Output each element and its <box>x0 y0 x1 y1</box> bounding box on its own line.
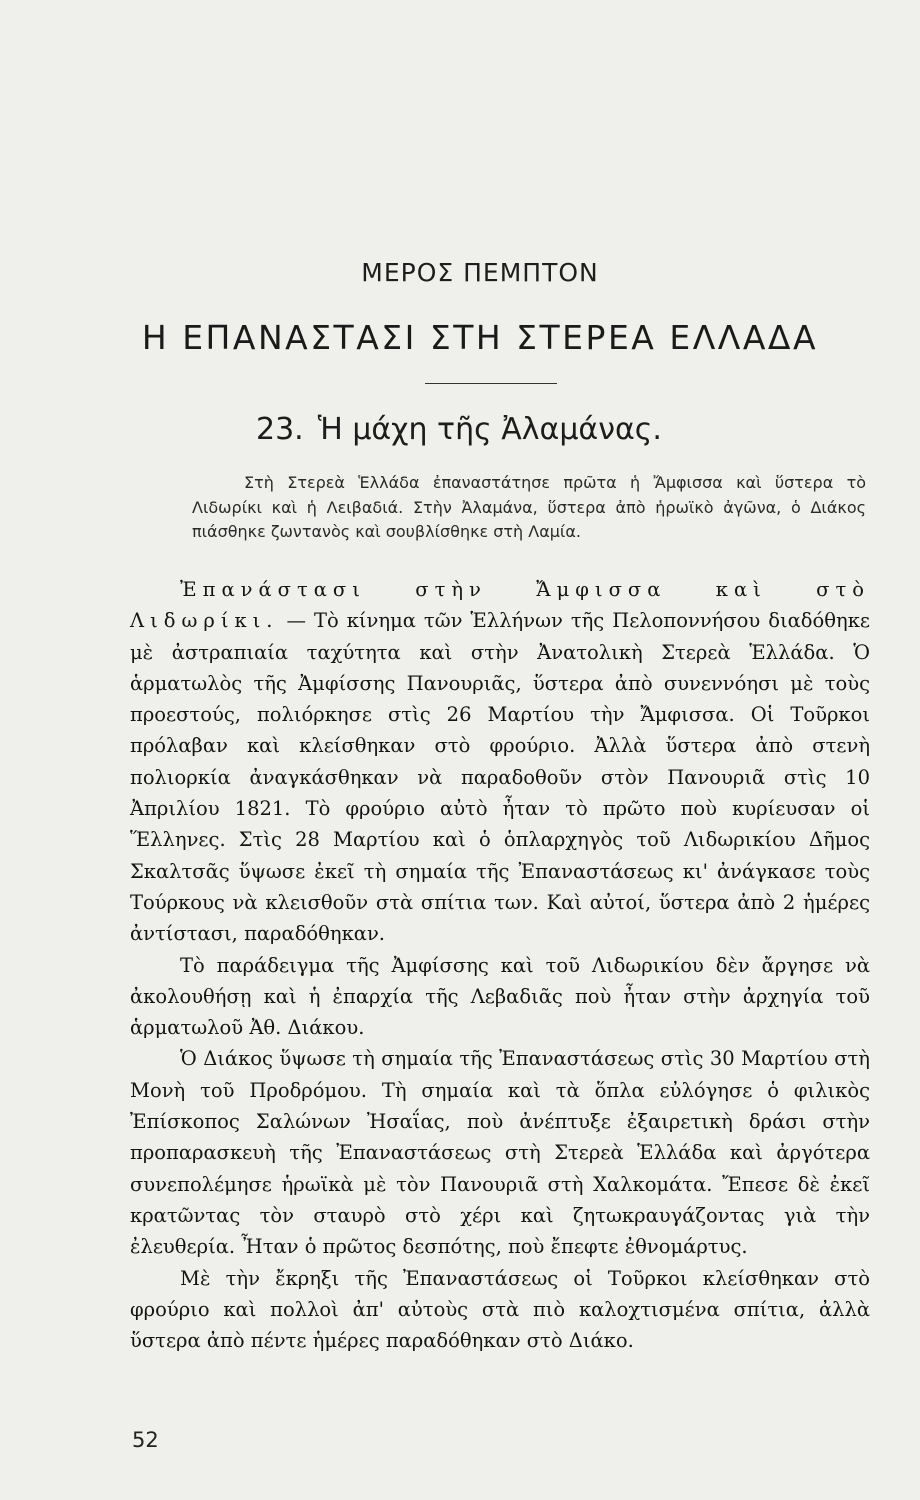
paragraph: Τὸ παράδειγμα τῆς Ἀμφίσσης καὶ τοῦ Λιδωρικίου δὲν ἄργησε νὰ ἀκολουθήσῃ καὶ ἡ ἐπαρχία τῆς Λεβαδιᾶς ποὺ ἦταν στὴν ἀρχηγία τοῦ ἁρματωλοῦ Ἀθ. Διάκου. <box>130 953 870 1040</box>
paragraph <box>130 574 870 950</box>
body-text <box>130 574 870 1356</box>
chapter-summary <box>192 471 866 545</box>
page-number: 52 <box>132 1428 159 1452</box>
section-heading: Ἐπανάστασι στὴν Ἄμφισσα καὶ στὸ Λιδωρίκι. <box>130 578 870 633</box>
paragraph: Ὁ Διάκος ὕψωσε τὴ σημαία τῆς Ἐπαναστάσεως στὶς 30 Μαρτίου στὴ Μονὴ τοῦ Προδρόμου. Τὴ σημαία καὶ τὰ ὅπλα εὐλόγησε ὁ φιλικὸς Ἐπίσκοπος Σαλώνων Ἠσαΐας, ποὺ ἀνέπτυξε ἐξαιρετικὴ δράσι στὴν προπαρασκευὴ τῆς Ἐπαναστάσεως στὴ Στερεὰ Ἑλλάδα καὶ ἀργότερα συνεπολέμησε ἡρωϊκὰ μὲ τὸν Πανουριᾶ στὴ Χαλκομάτα. Ἔπεσε δὲ ἐκεῖ κρατῶντας τὸν σταυρὸ στὸ χέρι καὶ ζητωκραυγάζοντας γιὰ τὴν ἐλευθερία. Ἦταν ὁ πρῶτος δεσπότης, ποὺ ἔπεφτε ἐθνομάρτυς. <box>130 1047 870 1259</box>
part-label: ΜΕΡΟΣ ΠΕΜΠΤΟΝ <box>361 258 599 287</box>
part-title: Η ΕΠΑΝΑΣΤΑΣΙ ΣΤΗ ΣΤΕΡΕΑ ΕΛΛΑΔΑ <box>141 318 819 357</box>
title-divider <box>425 383 557 384</box>
chapter-heading <box>256 412 662 447</box>
paragraph-text: — Τὸ κίνημα τῶν Ἑλλήνων τῆς Πελοποννήσου διαδόθηκε μὲ ἀστραπιαία ταχύτητα καὶ στὴν Ἀνατολικὴ Στερεὰ Ἑλλάδα. Ὁ ἁρματωλὸς τῆς Ἀμφίσσης Πανουριᾶς, ὕστερα ἀπὸ συνεννόησι μὲ τοὺς προεστούς, πολιόρκησε στὶς 26 Μαρτίου τὴν Ἄμφισσα. Οἱ Τοῦρκοι πρόλαβαν καὶ κλείσθηκαν στὸ φρούριο. Ἀλλὰ ὕστερα ἀπὸ στενὴ πολιορκία ἀναγκάσθηκαν νὰ παραδοθοῦν στὸν Πανουριᾶ στὶς 10 Ἀπριλίου 1821. Τὸ φρούριο αὐτὸ ἦταν τὸ πρῶτο ποὺ κυρίευσαν οἱ Ἕλληνες. Στὶς 28 Μαρτίου καὶ ὁ ὁπλαρχηγὸς τοῦ Λιδωρικίου Δῆμος Σκαλτσᾶς ὕψωσε ἐκεῖ τὴ σημαία τῆς Ἐπαναστάσεως κι' ἀνάγκασε τοὺς Τούρκους νὰ κλεισθοῦν στὰ σπίτια των. Καὶ αὐτοί, ὕστερα ἀπὸ 2 ἡμέρες ἀντίστασι, παραδόθηκαν. <box>130 609 870 946</box>
chapter-summary-text: Στὴ Στερεὰ Ἑλλάδα ἐπαναστάτησε πρῶτα ἡ Ἄμφισσα καὶ ὕστερα τὸ Λιδωρίκι καὶ ἡ Λειβαδιά. Στὴν Ἀλαμάνα, ὕστερα ἀπὸ ἡρωϊκὸ ἀγῶνα, ὁ Διάκος πιάσθηκε ζωντανὸς καὶ σουβλίσθηκε στὴ Λαμία. <box>192 473 866 541</box>
chapter-title: Ἡ μάχη τῆς Ἀλαμάνας. <box>317 412 662 447</box>
chapter-number: 23. <box>256 412 304 447</box>
paragraph: Μὲ τὴν ἔκρηξι τῆς Ἐπαναστάσεως οἱ Τοῦρκοι κλείσθηκαν στὸ φρούριο καὶ πολλοὶ ἀπ' αὐτοὺς στὰ πιὸ καλοχτισμένα σπίτια, ἀλλὰ ὕστερα ἀπὸ πέντε ἡμέρες παραδόθηκαν στὸ Διάκο. <box>130 1266 870 1353</box>
